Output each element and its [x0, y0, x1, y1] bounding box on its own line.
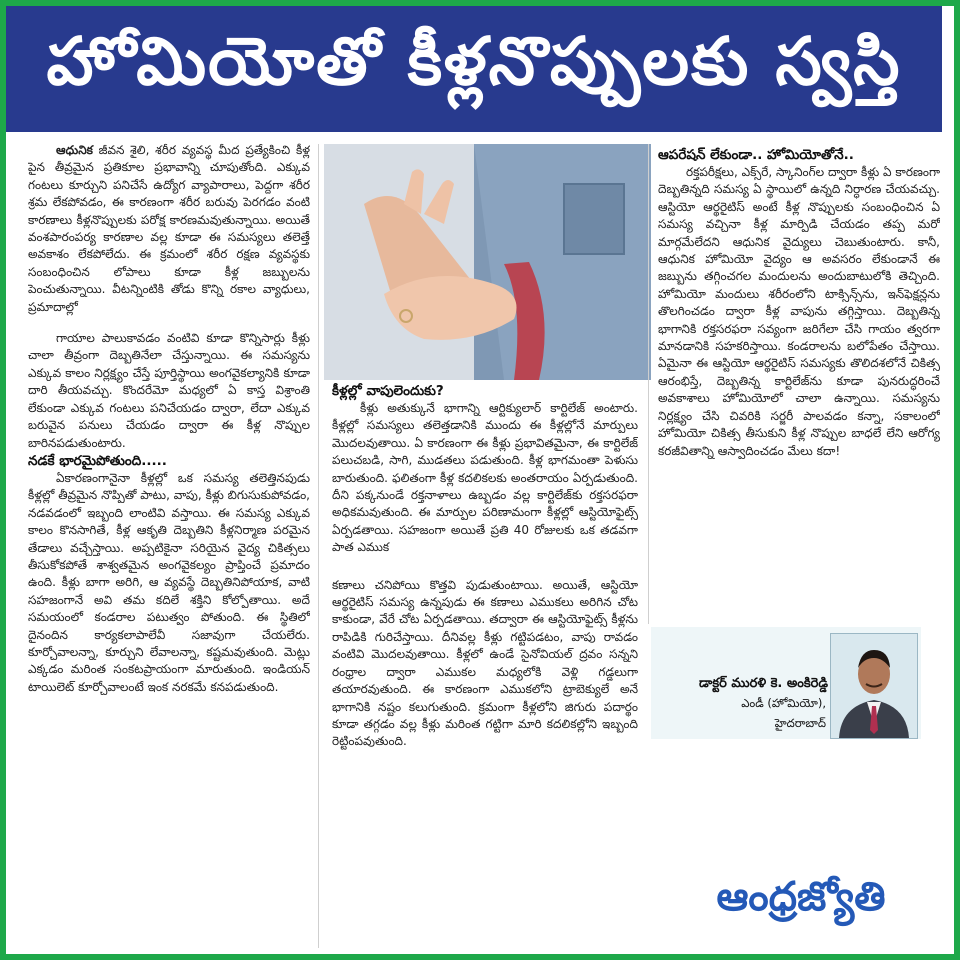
hands-photo [324, 144, 651, 380]
author-degree: ఎండీ (హోమియో), [741, 696, 826, 710]
article-column-2 [332, 382, 638, 948]
paragraph: రక్తపరీక్షలు, ఎక్స్‌రే, స్కానింగ్‌ల ద్వారా కీళ్లు ఏ కారణంగా దెబ్బతిన్నది సమస్య ఏ స్థాయిలో ఉన్నది నిర్ధారణ చేయవచ్చు. ఆస్టియో ఆర్థరైటిస్ అంటే కీళ్ల నొప్పులకు సంబంధించిన ఏ సమస్య వచ్చినా కీళ్ల మార్పిడి చేయడం తప్ప మరో మార్గమేలేదని ఆధునిక వైద్యులు చెబుతుంటారు. కానీ, ఆధునిక హోమియో వైద్యం ఆ అవసరం లేకుండానే ఈ జబ్బును తగ్గించగల మందులను అందుబాటులోకి తెచ్చింది. హోమియో మందులు శరీరంలోని టాక్సిన్స్‌ను, ఇన్‌ఫెక్షన్లను తొలగించడం ద్వారా కీళ్ల వాపును తగ్గిస్తాయి. దెబ్బతిన్న భాగానికి రక్తసరఫరా సవ్యంగా జరిగేలా చేసి గాయం త్వరగా మానడానికి సహకరిస్తాయి. కండరాలను బలోపేతం చేస్తాయి. ఏమైనా ఈ ఆస్టియో ఆర్థరైటిస్ సమస్యకు తొలిదశలోనే చికిత్స ఆరంభిస్తే, దెబ్బతిన్న కార్టిలేజ్‌ను కూడా పునరుద్ధరించే అవకాశాలు హోమియోలో చాలా ఉన్నాయి. సమస్యను నిర్లక్ష్యం చేసి చివరికి సర్జరీ పాలవడం కన్నా, సకాలంలో హోమియో చికిత్స తీసుకుని కీళ్ల నొప్పుల బాధలే లేని ఆరోగ్య కరజీవితాన్ని ఆస్వాదించడం మేలు కదా! [658, 165, 940, 458]
author-name: డాక్టర్ మురళి కె. అంకిరెడ్డి [699, 676, 828, 691]
article-column-3 [658, 142, 940, 612]
paragraph: కణాలు చనిపోయి కొత్తవి పుడుతుంటాయి. అయితే, ఆస్టియో ఆర్థరైటిస్ సమస్య ఉన్నపుడు ఈ కణాలు ఎముకలు అరిగిన చోట కాకుండా, వేరే చోట ఏర్పడతాయి. తద్వారా ఈ ఆస్టియోఫైట్స్ కీళ్లను రాపిడికి గురిచేస్తాయి. దీనివల్ల కీళ్లు గట్టిపడటం, వాపు రావడం వంటివి మొదలవుతాయి. కీళ్లలో ఉండే సైనోవియల్ ద్రవం సన్నని రంధ్రాల ద్వారా ఎముకల మధ్యలోకి వెళ్లి గడ్డలుగా తయారవుతుంది. ఈ కారణంగా ఎముకలోని ట్రాబెక్యులే అనే భాగానికి నష్టం కలుగుతుంది. క్రమంగా కీళ్లలోని జిగురు పదార్థం కూడా తగ్గడం వల్ల కీళ్లు మరింత గట్టిగా మారి కదలికల్లోని ఇబ్బంది రెట్టింపవుతుంది. [332, 577, 638, 749]
column-divider [648, 144, 649, 624]
author-portrait-icon [831, 634, 917, 738]
headline-banner [6, 6, 942, 132]
hands-joint-pain-icon [324, 144, 651, 380]
paragraph [28, 142, 310, 316]
subheading-homeo: ఆపరేషన్ లేకుండా.. హోమియోతోనే.. [658, 147, 854, 163]
author-photo [830, 633, 918, 739]
paragraph-text: జీవన శైలి, శరీర వ్యవస్థ మీద ప్రత్యేకించి కీళ్ల పైన తీవ్రమైన ప్రతికూల ప్రభావాన్ని చూపుతోంది. ఎక్కువ గంటలు కూర్చుని పనిచేసే ఉద్యోగ వ్యాపారాలు, పెద్దగా శరీర శ్రమ లేకపోవడం, ఈ కారణంగా శరీర బరువు పెరగడం వంటి కారణాలు కీళ్లనొప్పులకు పరోక్ష కారణమవుతున్నాయి. అయితే వంశపారంపర్య కారణాల వల్ల కూడా ఈ సమస్యలు తలెత్తే అవకాశం లేకపోలేదు. ఈ క్రమంలో శరీర రక్షణ వ్యవస్థకు సంబంధించిన లోపాలు కూడా కీళ్ల జబ్బులను పెంచుతున్నాయి. వీటన్నింటికి తోడు కొన్ని రకాల వ్యాధులు, ప్రమాదాల్లో [28, 143, 310, 314]
paragraph: గాయాల పాలుకావడం వంటివి కూడా కొన్నిసార్లు కీళ్లు చాలా తీవ్రంగా దెబ్బతినేలా చేస్తున్నాయి. ఈ సమస్యను ఎక్కువ కాలం నిర్లక్ష్యం చేస్తే పూర్తిస్థాయి అంగవైకల్యానికి కూడా దారి తీయవచ్చు. కొందరేమో మధ్యలో ఏ కాస్త విశ్రాంతి లేకుండా ఎక్కువ గంటలు పనిచేయడం ద్వారా, లేదా ఎక్కువ బరువైన పనులు చేయడం ద్వారా ఈ కీళ్ల నొప్పుల బారినపడుతుంటారు. [28, 331, 310, 450]
article-column-1 [28, 142, 310, 948]
author-city: హైదరాబాద్ [774, 716, 826, 730]
lead-word: ఆధునిక [56, 143, 93, 157]
column-divider [318, 144, 319, 948]
headline-title: హోమియోతో కీళ్లనొప్పులకు స్వస్తి [46, 22, 902, 100]
paragraph: ఏకారణంగానైనా కీళ్లల్లో ఒక సమస్య తలెత్తినపుడు కీళ్లల్లో తీవ్రమైన నొప్పితో పాటు, వాపు, కీళ్లు బిగుసుకుపోవడం, నడవడంలో ఇబ్బంది లాంటివి వస్తాయి. ఈ సమస్య ఎక్కువ కాలం కొనసాగితే, కీళ్ల ఆకృతి దెబ్బతిని కీళ్లనిర్మాణ పరమైన తేడాలు వచ్చేస్తాయి. అప్పటికైనా సరియైన వైద్య చికిత్సలు తీసుకోకపోతే శాశ్వతమైన అంగవైకల్యం ప్రాప్తించే ప్రమాదం ఉంది. కీళ్లు బాగా అరిగి, ఆ వ్యవస్థే దెబ్బతినిపోయాక, వాటి సహజంగానే అవి తమ కదిలే శక్తిని కోల్పోతాయి. అదే సమయంలో కండరాల పటుత్వం పోతుంది. ఈ స్థితిలో దైనందిన కార్యకలాపాలేవీ సజావుగా చేయలేరు. కూర్చోవాలన్నా, కూర్చుని లేవాలన్నా, కష్టమవుతుంది. మెట్లు ఎక్కడం మరింత సంకటప్రాయంగా మారుతుంది. ఇండియన్ టాయిలెట్ కూర్చోవాలంటే ఇంక నరకమే కనపడుతుంది. [28, 470, 310, 694]
andhrajyothy-logo: ఆంధ్రజ్యోతి [716, 874, 886, 920]
paragraph: కీళ్లు అతుక్కునే భాగాన్ని ఆర్టిక్యులార్ కార్టిలేజ్ అంటారు. కీళ్లల్లో సమస్యలు తలెత్తడానికి ముందు ఈ కీళ్లల్లోనే మార్పులు మొదలవుతాయి. ఏ కారణంగా ఈ కీళ్లు ప్రభావితమైనా, ఈ కార్టిలేజ్ పలుచబడి, సాగి, ముడతలు పడుతుంది. కీళ్ల భాగమంతా పెళుసు బారుతుంది. ఫలితంగా కీళ్ల కదలికలకు అంతరాయం ఏర్పడుతుంది. దీని పక్కనుండే రక్తనాళాలు ఉబ్బడం వల్ల కార్టిలేజ్‌కు రక్తసరఫరా అధికమవుతుంది. ఈ మార్పుల పరిణామంగా కీళ్లల్లో ఆస్టియోఫైట్స్ ఏర్పడతాయి. సహజంగా అయితే ప్రతి 40 రోజులకు ఒక తడవగా పాత ఎముక [332, 401, 638, 555]
subheading-swelling: కీళ్లల్లో వాపులెందుకు? [332, 383, 444, 399]
subheading-walking: నడకే భారమైపోతుంది..... [28, 452, 167, 469]
